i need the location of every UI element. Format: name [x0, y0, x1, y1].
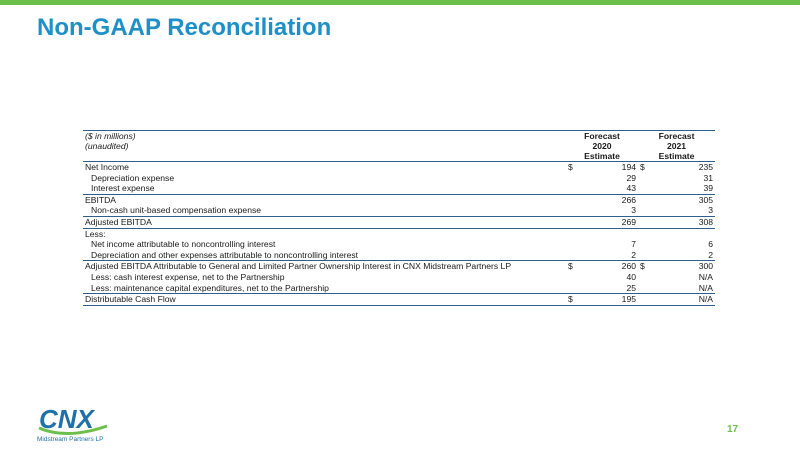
value-2021: 305 — [698, 194, 714, 205]
value-2020: 266 — [621, 194, 637, 205]
value-2021: 31 — [703, 172, 714, 183]
row-label: Adjusted EBITDA Attributable to General and Limited Partner Ownership Interest in CNX Midstream Partners LP — [85, 261, 512, 272]
dollar-sign — [566, 272, 578, 283]
dollar-sign — [638, 272, 650, 283]
value-2021 — [650, 228, 715, 239]
table-row — [83, 194, 715, 205]
value-2020: 269 — [578, 216, 638, 228]
table-row — [83, 162, 715, 173]
value-2020: 194 — [621, 162, 637, 172]
value-2020: 29 — [626, 172, 637, 183]
dollar-sign — [638, 173, 650, 184]
dollar-sign — [566, 205, 578, 216]
dollar-sign: $ — [640, 261, 645, 272]
value-2021: N/A — [650, 283, 715, 294]
row-label: Non-cash unit-based compensation expense — [83, 205, 566, 216]
row-label: Depreciation expense — [91, 172, 175, 183]
dollar-sign — [566, 228, 578, 239]
dollar-sign — [638, 283, 650, 294]
value-2020: 7 — [631, 239, 637, 250]
table-row — [83, 216, 715, 228]
dollar-sign — [566, 194, 578, 205]
row-label: Interest expense — [83, 183, 566, 194]
value-2021: 39 — [650, 183, 715, 194]
row-label: Depreciation and other expenses attributable to noncontrolling interest — [83, 250, 566, 261]
dollar-sign — [638, 183, 650, 194]
dollar-sign: $ — [640, 162, 645, 172]
value-2021: 308 — [650, 216, 715, 228]
dollar-sign — [638, 228, 650, 239]
dollar-sign — [638, 250, 650, 261]
value-2020 — [578, 228, 638, 239]
table-row — [83, 239, 715, 250]
value-2020: 25 — [578, 283, 638, 294]
dollar-sign — [566, 173, 578, 184]
dollar-sign — [566, 250, 578, 261]
value-2021: 235 — [698, 162, 714, 172]
value-2021: 300 — [698, 261, 714, 272]
value-2021: 6 — [708, 239, 714, 250]
dollar-sign: $ — [568, 261, 573, 272]
page-title: Non-GAAP Reconciliation — [37, 14, 332, 41]
table-row — [83, 283, 715, 294]
value-2021: N/A — [650, 294, 715, 306]
dollar-sign — [638, 239, 650, 250]
reconciliation-table — [83, 130, 715, 306]
dollar-sign — [638, 294, 650, 306]
value-2020: 3 — [578, 205, 638, 216]
table-row — [83, 228, 715, 239]
header-row-2 — [83, 141, 715, 151]
table-row — [83, 183, 715, 194]
row-label: Net income attributable to noncontrolling interest — [91, 239, 276, 250]
table-row — [83, 173, 715, 184]
table-row — [83, 294, 715, 306]
top-accent-bar — [0, 0, 800, 5]
dollar-sign — [566, 283, 578, 294]
row-label: Adjusted EBITDA — [83, 216, 566, 228]
header-row-1 — [83, 131, 715, 142]
table-audit-note: (unaudited) — [85, 141, 129, 151]
value-2020: 40 — [626, 271, 637, 282]
dollar-sign: $ — [566, 294, 578, 306]
logo-text: CNX — [39, 404, 94, 434]
col2-header-line2: 2021 — [666, 141, 687, 151]
value-2020: 43 — [578, 183, 638, 194]
dollar-sign — [638, 205, 650, 216]
dollar-sign — [638, 194, 650, 205]
row-label: EBITDA — [85, 194, 117, 205]
row-label: Net Income — [85, 162, 129, 172]
value-2021: 3 — [650, 205, 715, 216]
col1-header-line1: Forecast — [566, 131, 638, 142]
table-row — [83, 250, 715, 261]
value-2021: 2 — [650, 250, 715, 261]
col2-header-line1: Forecast — [638, 131, 715, 142]
reconciliation-table-container — [83, 130, 715, 306]
row-label: Less: — [85, 228, 106, 239]
dollar-sign — [566, 216, 578, 228]
col1-header-line3: Estimate — [566, 151, 638, 162]
table-units-note: ($ in millions) — [83, 131, 566, 142]
row-label: Less: maintenance capital expenditures, net to the Partnership — [83, 283, 566, 294]
dollar-sign — [566, 239, 578, 250]
row-label: Less: cash interest expense, net to the Partnership — [91, 271, 285, 282]
dollar-sign — [638, 216, 650, 228]
table-row — [83, 272, 715, 283]
dollar-sign — [566, 183, 578, 194]
dollar-sign: $ — [568, 162, 573, 172]
value-2020: 2 — [578, 250, 638, 261]
value-2021: N/A — [698, 271, 714, 282]
value-2020: 195 — [578, 294, 638, 306]
value-2020: 260 — [621, 261, 637, 272]
col1-header-line2: 2020 — [592, 141, 612, 151]
row-label: Distributable Cash Flow — [83, 294, 566, 306]
logo-subtitle: Midstream Partners LP — [37, 436, 104, 443]
table-row — [83, 261, 715, 272]
col2-header-line3: Estimate — [638, 151, 715, 162]
header-row-3 — [83, 151, 715, 162]
page-number: 17 — [727, 424, 739, 435]
table-row — [83, 205, 715, 216]
